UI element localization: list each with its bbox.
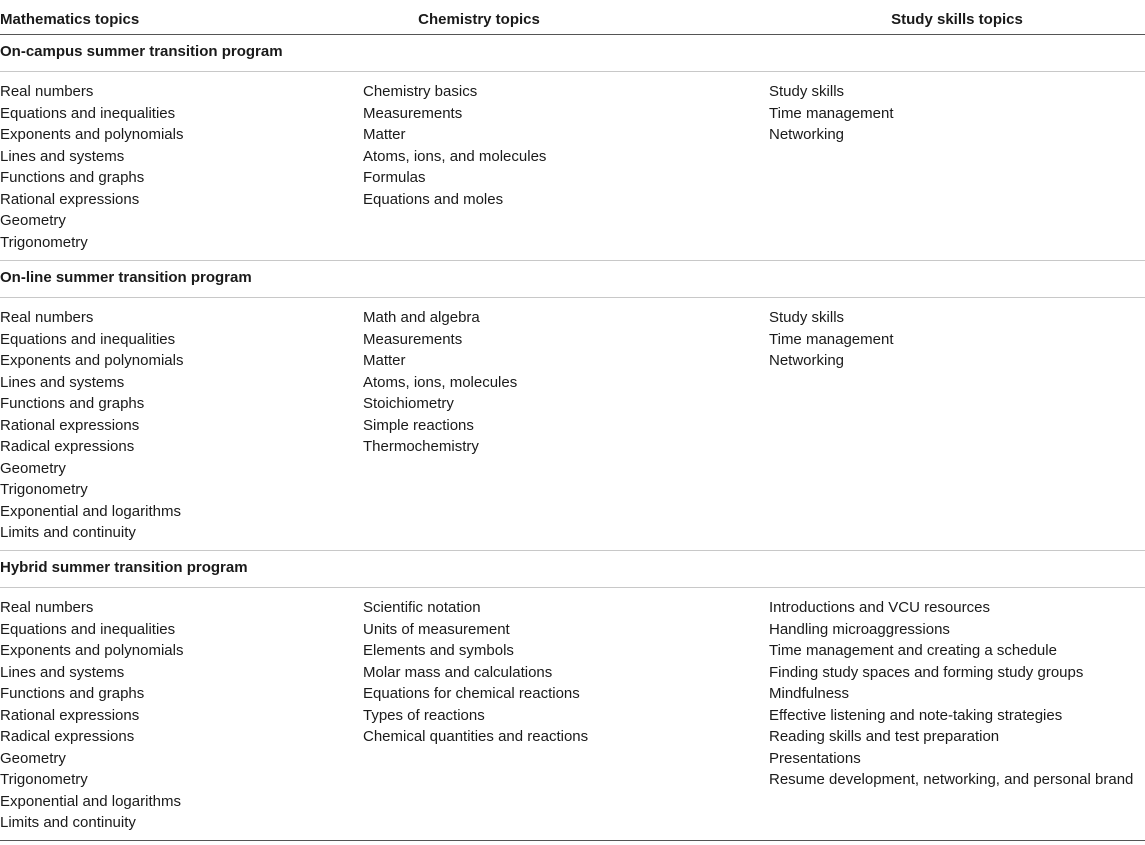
study-topics-list xyxy=(769,81,894,146)
math-topics-list xyxy=(0,597,183,834)
header-study-skills-topics: Study skills topics xyxy=(891,11,1023,28)
list-item: Functions and graphs xyxy=(0,169,145,186)
list-item: Introductions and VCU resources xyxy=(769,599,990,616)
list-item: Exponents and polynomials xyxy=(0,126,184,143)
list-item: Real numbers xyxy=(0,599,94,616)
list-item: Resume development, networking, and personal brand xyxy=(769,771,1134,788)
list-item: Functions and graphs xyxy=(0,685,145,702)
list-item: Trigonometry xyxy=(0,233,88,251)
list-item: Networking xyxy=(769,352,845,369)
list-item: Radical expressions xyxy=(0,438,135,455)
list-item: Mindfulness xyxy=(769,685,850,702)
list-item: Functions and graphs xyxy=(0,395,145,412)
list-item: Exponential and logarithms xyxy=(0,502,181,520)
list-item: Time management xyxy=(769,104,894,122)
table-body xyxy=(0,35,1145,841)
list-item: Molar mass and calculations xyxy=(363,663,553,681)
list-item: Measurements xyxy=(363,104,463,122)
list-item: Units of measurement xyxy=(363,620,510,638)
list-item: Math and algebra xyxy=(363,309,480,326)
list-item: Elements and symbols xyxy=(363,642,514,659)
list-item: Matter xyxy=(363,352,406,369)
list-item: Stoichiometry xyxy=(363,395,454,412)
list-item: Thermochemistry xyxy=(363,438,479,455)
list-item: Study skills xyxy=(769,309,845,326)
list-item: Equations and moles xyxy=(363,190,504,208)
list-item: Chemical quantities and reactions xyxy=(363,728,589,745)
list-item: Time management and creating a schedule xyxy=(769,642,1057,659)
list-item: Geometry xyxy=(0,459,66,477)
header-mathematics-topics: Mathematics topics xyxy=(0,11,140,28)
list-item: Atoms, ions, and molecules xyxy=(363,147,547,165)
list-item: Matter xyxy=(363,126,406,143)
list-item: Equations and inequalities xyxy=(0,620,176,638)
list-item: Effective listening and note-taking strategies xyxy=(769,706,1063,724)
list-item: Radical expressions xyxy=(0,728,135,745)
list-item: Rational expressions xyxy=(0,416,140,434)
study-topics-list xyxy=(769,307,894,372)
list-item: Lines and systems xyxy=(0,147,125,165)
header-chemistry-topics: Chemistry topics xyxy=(418,11,540,28)
list-item: Lines and systems xyxy=(0,373,125,391)
list-item: Rational expressions xyxy=(0,190,140,208)
list-item: Lines and systems xyxy=(0,663,125,681)
list-item: Types of reactions xyxy=(363,706,485,724)
section-body xyxy=(0,298,1145,551)
list-item: Scientific notation xyxy=(363,599,481,616)
section-body xyxy=(0,72,1145,261)
math-topics-list xyxy=(0,81,183,253)
chem-topics-list xyxy=(363,307,517,458)
list-item: Time management xyxy=(769,330,894,348)
section-title-row xyxy=(0,551,1145,588)
list-item: Atoms, ions, molecules xyxy=(363,373,518,391)
list-item: Geometry xyxy=(0,212,66,229)
list-item: Presentations xyxy=(769,749,861,767)
list-item: Rational expressions xyxy=(0,706,140,724)
section-title-row xyxy=(0,35,1145,72)
section-title-row xyxy=(0,261,1145,298)
list-item: Handling microaggressions xyxy=(769,620,950,638)
chem-topics-list xyxy=(363,597,588,748)
list-item: Networking xyxy=(769,126,845,143)
list-item: Exponents and polynomials xyxy=(0,352,184,369)
list-item: Real numbers xyxy=(0,309,94,326)
section-title: On-line summer transition program xyxy=(0,269,252,286)
list-item: Real numbers xyxy=(0,83,94,100)
list-item: Exponents and polynomials xyxy=(0,642,184,659)
section-title: Hybrid summer transition program xyxy=(0,559,248,576)
list-item: Limits and continuity xyxy=(0,524,136,541)
chem-topics-list xyxy=(363,81,546,210)
section-body xyxy=(0,588,1145,841)
math-topics-list xyxy=(0,307,183,544)
section-title: On-campus summer transition program xyxy=(0,43,283,60)
list-item: Finding study spaces and forming study groups xyxy=(769,663,1084,681)
list-item: Simple reactions xyxy=(363,416,474,434)
list-item: Reading skills and test preparation xyxy=(769,728,1000,745)
list-item: Trigonometry xyxy=(0,481,88,498)
table-header-row xyxy=(0,0,1145,35)
list-item: Equations for chemical reactions xyxy=(363,685,580,702)
list-item: Formulas xyxy=(363,169,426,186)
list-item: Chemistry basics xyxy=(363,83,478,100)
list-item: Limits and continuity xyxy=(0,814,136,831)
list-item: Equations and inequalities xyxy=(0,104,176,122)
list-item: Measurements xyxy=(363,330,463,348)
list-item: Study skills xyxy=(769,83,845,100)
list-item: Geometry xyxy=(0,749,66,767)
list-item: Exponential and logarithms xyxy=(0,792,181,810)
list-item: Trigonometry xyxy=(0,771,88,788)
list-item: Equations and inequalities xyxy=(0,330,176,348)
study-topics-list xyxy=(769,597,1133,791)
